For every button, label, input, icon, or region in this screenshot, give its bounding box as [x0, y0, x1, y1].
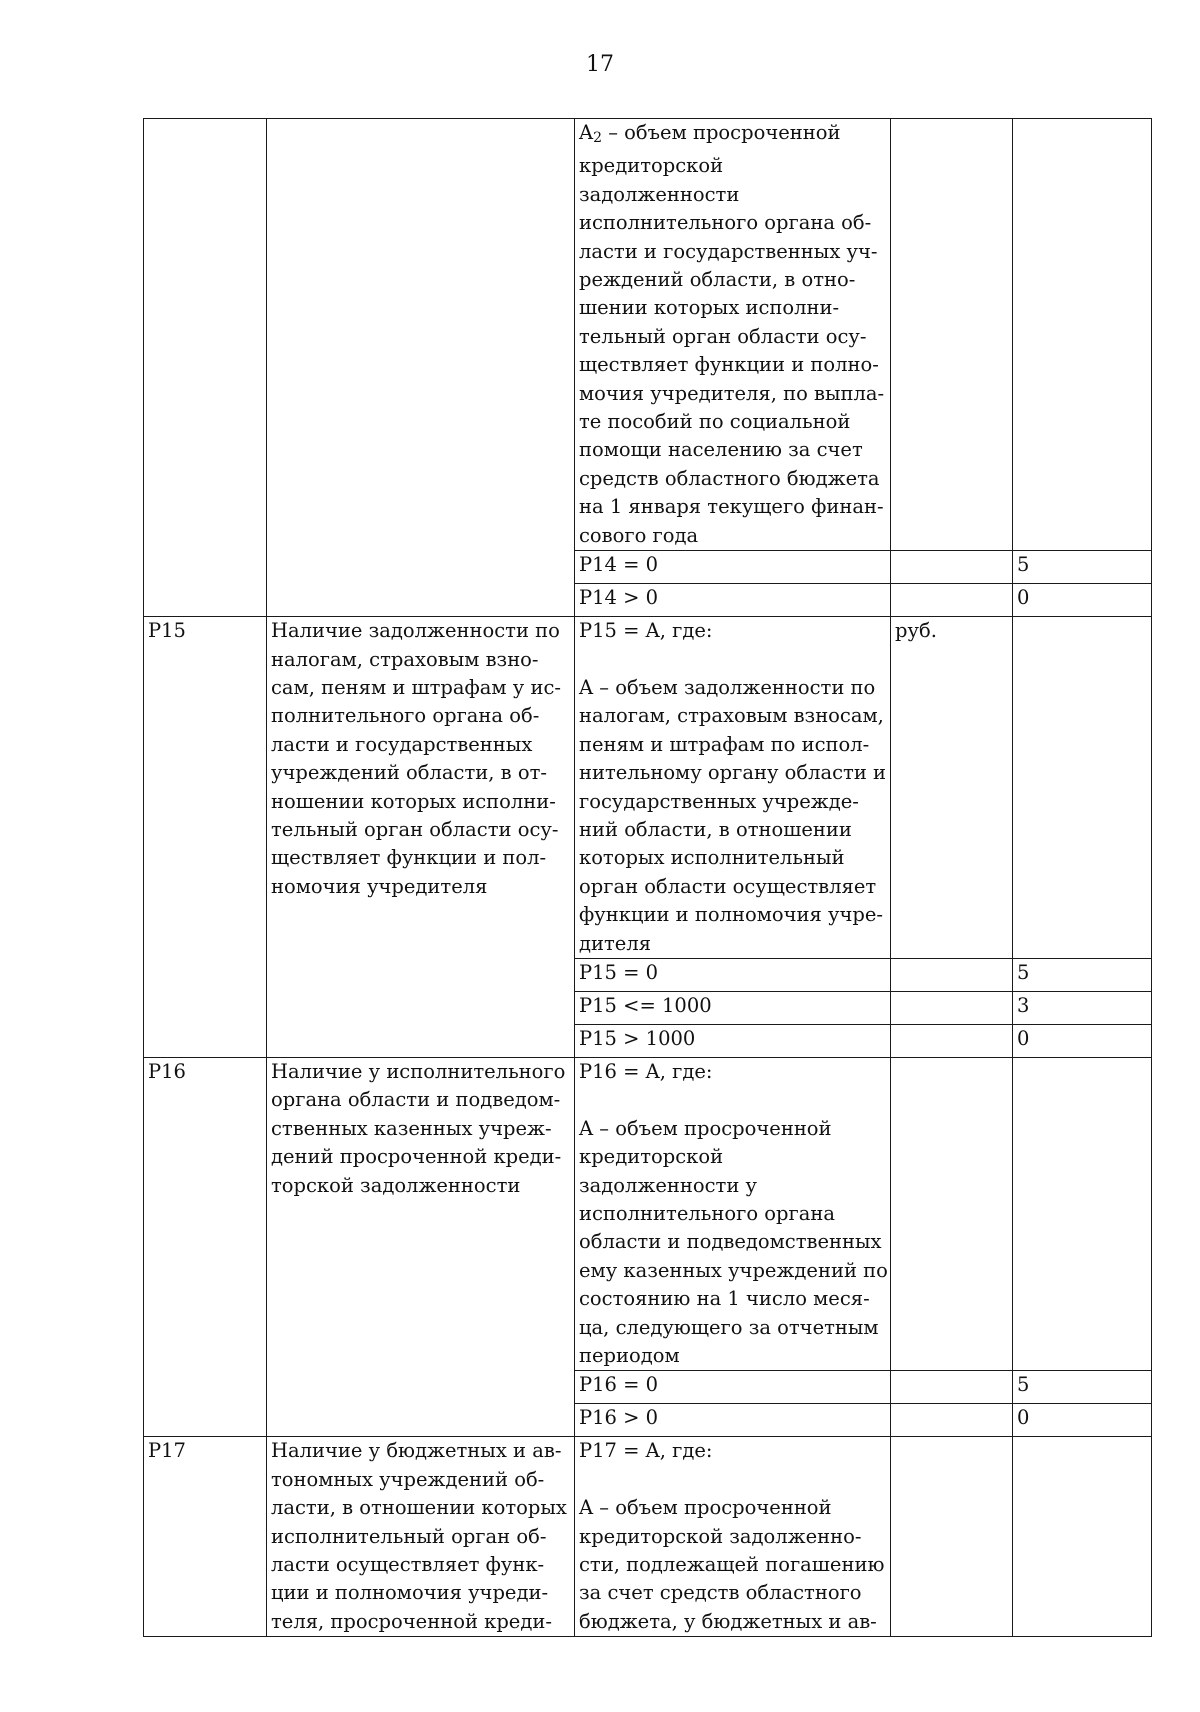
- name-cell: Наличие у исполнительного органа области и подведом- ственных казенных учреж- дений просроченной креди- торской задолженности: [267, 1057, 575, 1436]
- code-cell: P15: [144, 617, 267, 1058]
- score-cell: 5: [1013, 1371, 1152, 1404]
- score-cell: [1013, 1437, 1152, 1637]
- table-row: [144, 617, 1152, 959]
- condition-cell: P16 > 0: [575, 1404, 891, 1437]
- condition-cell: P15 <= 1000: [575, 991, 891, 1024]
- name-cell: Наличие у бюджетных и ав- тономных учреждений об- ласти, в отношении которых исполнительный орган об- ласти осуществляет функ- ции и полномочия учреди- теля, просроченной креди-: [267, 1437, 575, 1637]
- condition-cell: P14 = 0: [575, 551, 891, 584]
- name-cell: Наличие задолженности по налогам, страховым взно- сам, пеням и штрафам у ис- полнительного органа об- ласти и государственных учреждений области, в от- ношении которых исполни- тельный орган области осу- ществляет функции и пол- номочия учредителя: [267, 617, 575, 1058]
- code-cell: [144, 119, 267, 617]
- condition-cell: P15 = 0: [575, 958, 891, 991]
- formula-cell: [575, 119, 891, 551]
- score-cell: 3: [1013, 991, 1152, 1024]
- score-cell: 0: [1013, 584, 1152, 617]
- table-row: [144, 119, 1152, 551]
- score-cell: [1013, 617, 1152, 959]
- formula-var: A: [579, 121, 594, 144]
- formula-subscript: 2: [593, 130, 603, 146]
- condition-cell: P16 = 0: [575, 1371, 891, 1404]
- unit-cell: [891, 991, 1013, 1024]
- unit-cell: [891, 1371, 1013, 1404]
- formula-cell: P17 = A, где: A – объем просроченной кредиторской задолженно- сти, подлежащей погашению за счет средств областного бюджета, у бюджетных и ав-: [575, 1437, 891, 1637]
- unit-cell: [891, 119, 1013, 551]
- unit-cell: [891, 1437, 1013, 1637]
- score-cell: 5: [1013, 958, 1152, 991]
- unit-cell: [891, 551, 1013, 584]
- code-cell: P17: [144, 1437, 267, 1637]
- condition-cell: P14 > 0: [575, 584, 891, 617]
- score-cell: [1013, 119, 1152, 551]
- score-cell: 0: [1013, 1024, 1152, 1057]
- indicator-table: [143, 118, 1152, 1637]
- condition-cell: P15 > 1000: [575, 1024, 891, 1057]
- table-row: [144, 1437, 1152, 1637]
- unit-cell: [891, 584, 1013, 617]
- score-cell: 5: [1013, 551, 1152, 584]
- formula-cell: P16 = A, где: A – объем просроченной кредиторской задолженности у исполнительного органа области и подведомственных ему казенных учреждений по состоянию на 1 число меся- ца, следующего за отчетным периодом: [575, 1057, 891, 1370]
- unit-cell: [891, 958, 1013, 991]
- unit-cell: [891, 1024, 1013, 1057]
- name-cell: [267, 119, 575, 617]
- unit-cell: [891, 1057, 1013, 1370]
- formula-description: – объем просроченной кредиторской задолженности исполнительного органа об- ласти и государственных уч- реждений области, в отно- шении которых исполни- тельный орган области осу- ществляет функции и полно- мочия учредителя, по выпла- те пособий по социальной помощи населению за счет средств областного бюджета на 1 января текущего финан- сового года: [579, 121, 885, 547]
- table-row: [144, 1057, 1152, 1370]
- page-number: 17: [586, 52, 614, 77]
- unit-cell: [891, 1404, 1013, 1437]
- code-cell: P16: [144, 1057, 267, 1436]
- score-cell: 0: [1013, 1404, 1152, 1437]
- score-cell: [1013, 1057, 1152, 1370]
- formula-cell: P15 = A, где: A – объем задолженности по налогам, страховым взносам, пеням и штрафам по испол- нительному органу области и государственных учрежде- ний области, в отношении которых исполнительный орган области осуществляет функции и полномочия учре- дителя: [575, 617, 891, 959]
- unit-cell: руб.: [891, 617, 1013, 959]
